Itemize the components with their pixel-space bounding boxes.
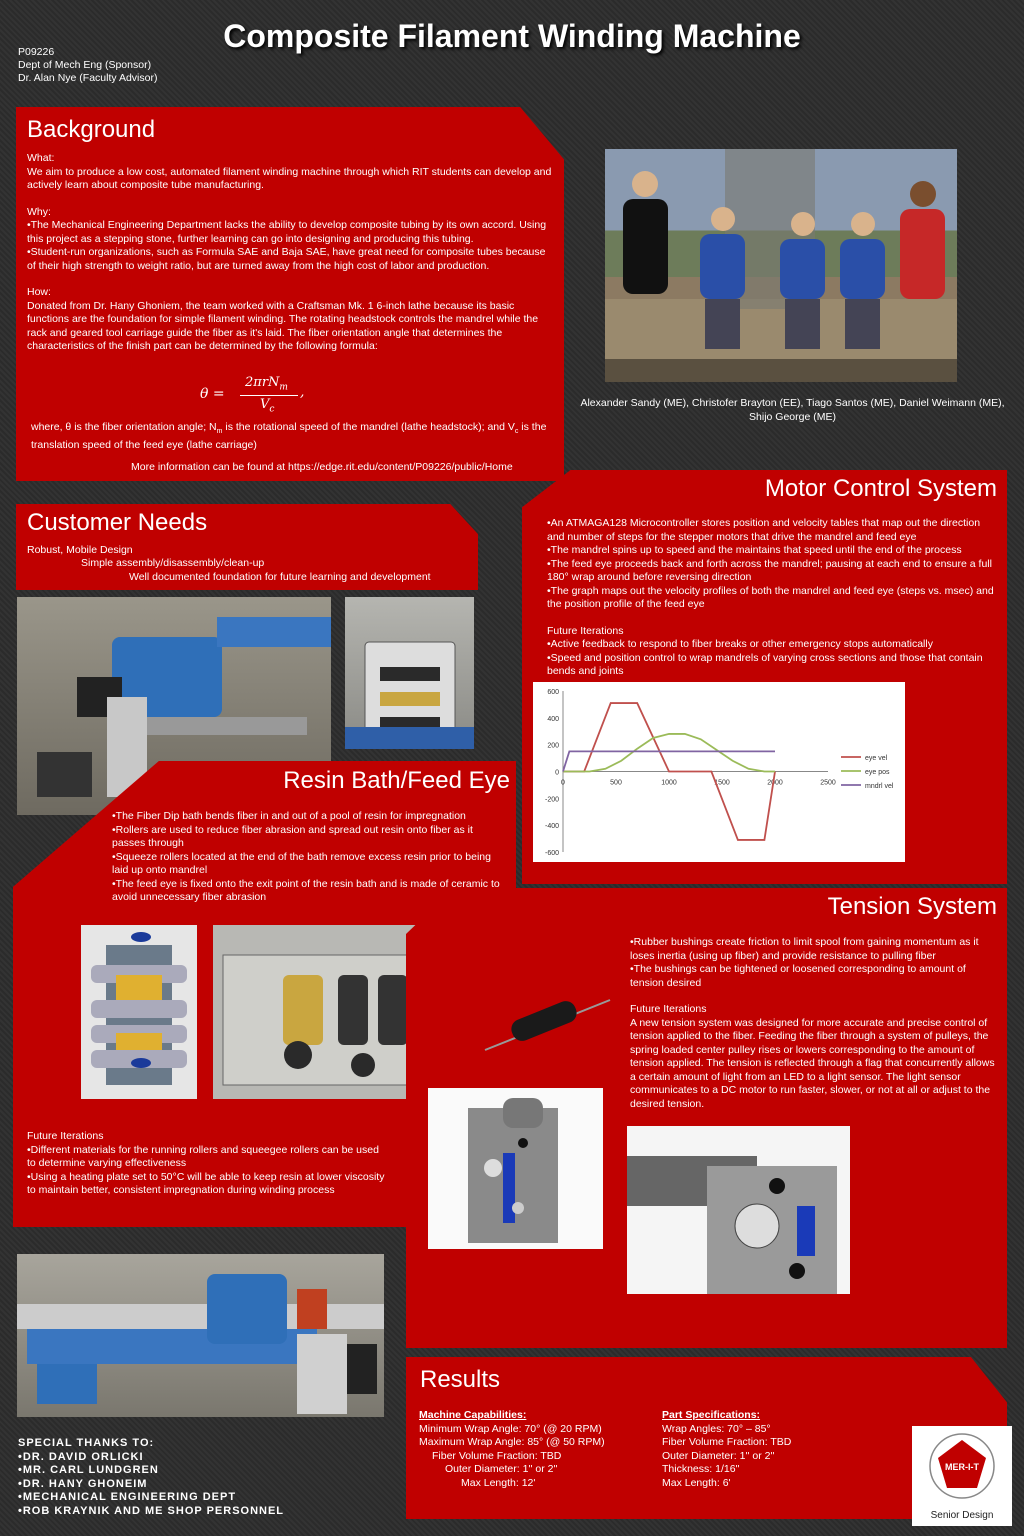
motor-control-title: Motor Control System [764,475,997,502]
formula-description: where, θ is the fiber orientation angle; $N_m$ is the rotational speed of the mandrel (lathe headstock); and $V_c$ is the translation speed of the feed eye (lathe carriage) [31,421,547,451]
more-info-link[interactable]: More information can be found at https://edge.rit.edu/content/P09226/public/Home [131,461,513,473]
y-tick-label: 200 [547,742,559,750]
x-tick-label: 2500 [820,779,836,787]
merit-logo-icon [912,1426,1012,1508]
special-thanks: SPECIAL THANKS TO: •DR. DAVID ORLICKI •MR. CARL LUNDGREN •DR. HANY GHONEIM •MECHANICAL ENGINEERING DEPT •ROB KRAYNIK AND ME SHOP PERSONNEL [18,1437,285,1517]
lathe-overview-photo [17,1254,384,1417]
poster-title: Composite Filament Winding Machine [223,18,801,54]
y-tick-label: 400 [547,715,559,723]
project-number: P09226 [18,46,55,58]
team-caption: Alexander Sandy (ME), Christofer Brayton (EE), Tiago Santos (ME), Daniel Weimann (ME), Shijo George (ME) [580,397,1005,423]
x-tick-label: 1500 [714,779,730,787]
resin-bath-title: Resin Bath/Feed Eye [283,767,510,794]
tension-title: Tension System [827,893,997,920]
velocity-chart [533,682,905,862]
y-tick-label: 0 [555,769,559,777]
customer-need-1: Robust, Mobile Design [27,544,133,556]
x-tick-label: 500 [610,779,622,787]
resin-bath-text: •The Fiber Dip bath bends fiber in and out of a pool of resin for impregnation •Rollers are used to reduce fiber abrasion and spread out resin onto fiber as it passes through •Squeeze rollers located at the end of the bath remove excess resin prior to being laid up onto mandrel •The feed eye is fixed onto the exit point of the resin bath and is made of ceramic to avoid unnecessary fiber abrasion [112,810,500,903]
sponsor: Dept of Mech Eng (Sponsor) [18,59,152,71]
customer-needs-title: Customer Needs [27,509,208,536]
legend-label: mndrl vel [865,783,894,790]
advisor: Dr. Alan Nye (Faculty Advisor) [18,72,158,84]
x-tick-label: 0 [561,779,565,787]
x-tick-label: 2000 [767,779,783,787]
svg-text:MER-I-T: MER-I-T [945,1462,979,1472]
team-photo [605,149,957,382]
tension-spring-image [480,990,615,1060]
y-tick-label: -600 [544,850,559,857]
motor-control-text: •An ATMAGA128 Microcontroller stores position and velocity tables that map out the direction and number of steps for the stepper motors that drive the mandrel and feed eye •The mandrel spins up to speed and the maintains that speed until the end of the process •The feed eye proceeds back and forth across the mandrel; pausing at each end to ensure a full 180° wrap around before reversing direction •The graph maps out the velocity profiles of both the mandrel and feed eye (steps vs. msec) and the position profile of the feed eye Future Iterations •Active feedback to respond to fiber breaks or other emergency stops automatically •Speed and position control to wrap mandrels of varying cross sections and those that contain bends and joints [547,517,994,677]
feed-eye-photo [345,597,474,749]
background-title: Background [27,116,156,143]
tension-text: •Rubber bushings create friction to limit spool from gaining momentum as it loses inertia (using up fiber) and provide resistance to pulling fiber •The bushings can be tightened or loosened corresponding to amount of tension desired Future Iterations A new tension system was designed for more accurate and precise control of tension applied to the fiber. Feeding the fiber through a system of pulleys, the spring loaded center pulley rises or lowers corresponding to the amount of tension applied. The tension is reflected through a flag that concurrently allows a certain amount of light from an LED to a light sensor. The light sensor communicates to a DC motor to run faster, slower, or not at all or adjust to the desired tension. [630,936,995,1110]
resin-future-text: Future Iterations •Different materials for the running rollers and squeegee rollers can be used to determine varying effectiveness •Using a heating plate set to 50°C will be able to keep resin at lower viscosity to maintain better, consistent impregnation during winding process [27,1130,385,1196]
y-tick-label: -400 [544,823,559,831]
part-specifications: Part Specifications: Wrap Angles: 70° – 85° Fiber Volume Fraction: TBD Outer Diameter: 1'' or 2'' Thickness: 1/16'' Max Length: 6' [662,1409,792,1489]
y-tick-label: 600 [547,689,559,696]
series-line-mndrl-vel [563,751,775,771]
background-what: What: We aim to produce a low cost, automated filament winding machine through which RIT students can develop and actively learn about composite tube manufacturing. Why: •The Mechanical Engineering Department lacks the ability to develop composite tubing by its own accord. Using this project as a stepping stone, further learning can go into designing and producing this tubing. •Student-run organizations, such as Formula SAE and Baja SAE, have great need for composite tubes because of their high strength to weight ratio, but are turned away from the high cost of labor and production. How: Donated from Dr. Hany Ghoniem, the team worked with a Craftsman Mk. 1 6-inch lathe because its basic functions are the foundation for simple filament winding. The rotating headstock controls the mandrel while the rack and geared tool carriage guide the fiber as it's laid. The fiber orientation angle that determines the characteristics of the finish part can be determined by the following formula: [27,152,552,352]
series-line-eye-pos [563,734,775,772]
team-photo-figures [605,149,957,382]
y-tick-label: -200 [544,796,559,804]
customer-need-2: Simple assembly/disassembly/clean-up [81,557,265,569]
x-tick-label: 1000 [661,779,677,787]
results-title: Results [420,1366,501,1393]
machine-capabilities: Machine Capabilities: Minimum Wrap Angle: 70° (@ 20 RPM) Maximum Wrap Angle: 85° (@ 50 RPM) Fiber Volume Fraction: TBD Outer Diameter: 1'' or 2'' Max Length: 12' [419,1409,605,1489]
legend-label: eye vel [865,755,888,762]
tension-cad-1 [428,1088,603,1249]
customer-need-3: Well documented foundation for future learning and development [129,571,431,583]
fiber-angle-formula: θ = 2πrN$_m$ $V_c$ , [200,375,305,415]
velocity-chart-svg [533,682,905,862]
resin-bath-cad [81,925,197,1099]
senior-design-logo [912,1426,1012,1526]
senior-design-caption: Senior Design [930,1510,994,1521]
tension-cad-2 [627,1126,850,1294]
legend-label: eye pos [865,769,890,776]
